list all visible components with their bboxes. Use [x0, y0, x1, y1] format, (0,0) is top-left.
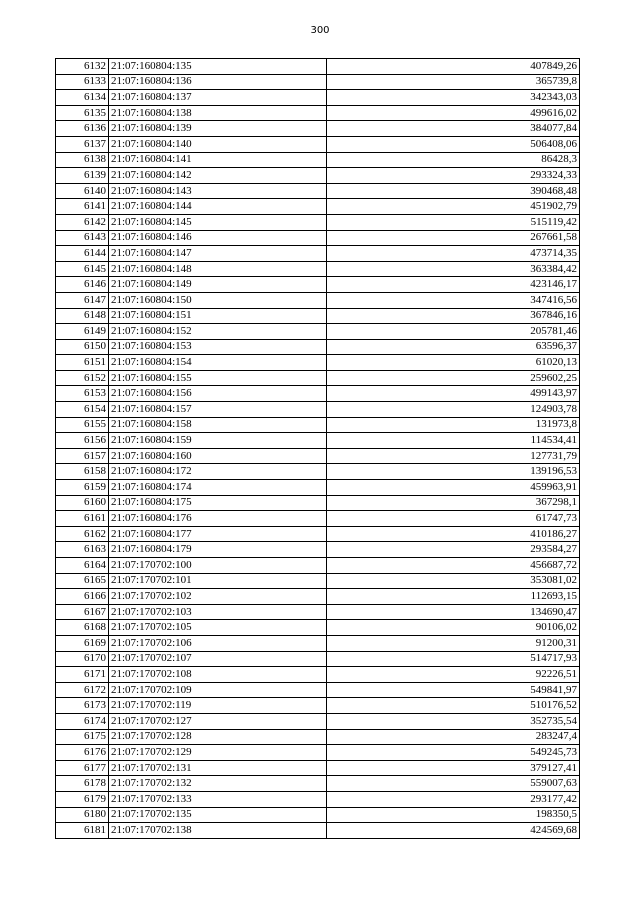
- row-number-cell: 6161: [56, 511, 109, 527]
- cadastral-value-cell: 451902,79: [327, 199, 580, 215]
- cadastral-number-cell: 21:07:170702:129: [109, 745, 327, 761]
- table-row: [56, 230, 580, 246]
- row-number-cell: 6135: [56, 105, 109, 121]
- cadastral-value-cell: 379127,41: [327, 760, 580, 776]
- table-row: [56, 105, 580, 121]
- cadastral-value-cell: 352735,54: [327, 713, 580, 729]
- row-number-cell: 6159: [56, 480, 109, 496]
- table-row: [56, 136, 580, 152]
- row-number-cell: 6132: [56, 59, 109, 75]
- cadastral-number-cell: 21:07:160804:148: [109, 261, 327, 277]
- table-row: [56, 152, 580, 168]
- table-row: [56, 745, 580, 761]
- table-row: [56, 495, 580, 511]
- table-row: [56, 682, 580, 698]
- row-number-cell: 6145: [56, 261, 109, 277]
- table-row: [56, 729, 580, 745]
- cadastral-number-cell: 21:07:170702:101: [109, 573, 327, 589]
- table-row: [56, 823, 580, 839]
- cadastral-number-cell: 21:07:160804:153: [109, 339, 327, 355]
- row-number-cell: 6150: [56, 339, 109, 355]
- cadastral-value-cell: 506408,06: [327, 136, 580, 152]
- cadastral-number-cell: 21:07:160804:138: [109, 105, 327, 121]
- row-number-cell: 6139: [56, 168, 109, 184]
- row-number-cell: 6147: [56, 292, 109, 308]
- cadastral-value-cell: 267661,58: [327, 230, 580, 246]
- cadastral-value-cell: 367846,16: [327, 308, 580, 324]
- row-number-cell: 6167: [56, 604, 109, 620]
- row-number-cell: 6151: [56, 355, 109, 371]
- cadastral-value-cell: 293177,42: [327, 791, 580, 807]
- table-row: [56, 292, 580, 308]
- table-row: [56, 214, 580, 230]
- row-number-cell: 6179: [56, 791, 109, 807]
- cadastral-value-cell: 473714,35: [327, 246, 580, 262]
- table-row: [56, 791, 580, 807]
- table-row: [56, 573, 580, 589]
- table-row: [56, 698, 580, 714]
- table-row: [56, 74, 580, 90]
- cadastral-number-cell: 21:07:160804:136: [109, 74, 327, 90]
- cadastral-value-cell: 424569,68: [327, 823, 580, 839]
- cadastral-value-cell: 363384,42: [327, 261, 580, 277]
- cadastral-number-cell: 21:07:160804:174: [109, 480, 327, 496]
- table-row: [56, 511, 580, 527]
- row-number-cell: 6172: [56, 682, 109, 698]
- table-row: [56, 651, 580, 667]
- row-number-cell: 6170: [56, 651, 109, 667]
- table-row: [56, 542, 580, 558]
- row-number-cell: 6175: [56, 729, 109, 745]
- row-number-cell: 6144: [56, 246, 109, 262]
- row-number-cell: 6141: [56, 199, 109, 215]
- cadastral-value-cell: 367298,1: [327, 495, 580, 511]
- table-row: [56, 59, 580, 75]
- cadastral-value-cell: 139196,53: [327, 464, 580, 480]
- table-row: [56, 386, 580, 402]
- table-row: [56, 183, 580, 199]
- table-row: [56, 558, 580, 574]
- cadastral-value-cell: 510176,52: [327, 698, 580, 714]
- row-number-cell: 6148: [56, 308, 109, 324]
- cadastral-number-cell: 21:07:160804:135: [109, 59, 327, 75]
- cadastral-number-cell: 21:07:160804:145: [109, 214, 327, 230]
- cadastral-value-cell: 205781,46: [327, 324, 580, 340]
- cadastral-value-table: [55, 58, 580, 839]
- cadastral-number-cell: 21:07:170702:108: [109, 667, 327, 683]
- row-number-cell: 6171: [56, 667, 109, 683]
- cadastral-number-cell: 21:07:160804:151: [109, 308, 327, 324]
- table-row: [56, 635, 580, 651]
- cadastral-number-cell: 21:07:160804:179: [109, 542, 327, 558]
- cadastral-number-cell: 21:07:160804:147: [109, 246, 327, 262]
- row-number-cell: 6133: [56, 74, 109, 90]
- cadastral-number-cell: 21:07:170702:106: [109, 635, 327, 651]
- row-number-cell: 6178: [56, 776, 109, 792]
- cadastral-value-cell: 61020,13: [327, 355, 580, 371]
- cadastral-number-cell: 21:07:170702:100: [109, 558, 327, 574]
- cadastral-value-cell: 90106,02: [327, 620, 580, 636]
- cadastral-number-cell: 21:07:170702:102: [109, 589, 327, 605]
- table-row: [56, 526, 580, 542]
- table-row: [56, 433, 580, 449]
- cadastral-number-cell: 21:07:160804:146: [109, 230, 327, 246]
- cadastral-value-cell: 293324,33: [327, 168, 580, 184]
- row-number-cell: 6134: [56, 90, 109, 106]
- cadastral-number-cell: 21:07:170702:109: [109, 682, 327, 698]
- cadastral-value-cell: 549245,73: [327, 745, 580, 761]
- table-row: [56, 464, 580, 480]
- cadastral-value-cell: 515119,42: [327, 214, 580, 230]
- cadastral-value-cell: 131973,8: [327, 417, 580, 433]
- cadastral-value-cell: 410186,27: [327, 526, 580, 542]
- cadastral-number-cell: 21:07:160804:155: [109, 370, 327, 386]
- cadastral-value-cell: 112693,15: [327, 589, 580, 605]
- cadastral-value-cell: 549841,97: [327, 682, 580, 698]
- table-row: [56, 121, 580, 137]
- cadastral-value-cell: 293584,27: [327, 542, 580, 558]
- cadastral-value-cell: 365739,8: [327, 74, 580, 90]
- table-row: [56, 324, 580, 340]
- cadastral-number-cell: 21:07:160804:141: [109, 152, 327, 168]
- table-row: [56, 448, 580, 464]
- cadastral-number-cell: 21:07:170702:131: [109, 760, 327, 776]
- table-row: [56, 277, 580, 293]
- cadastral-value-cell: 559007,63: [327, 776, 580, 792]
- cadastral-number-cell: 21:07:160804:154: [109, 355, 327, 371]
- cadastral-number-cell: 21:07:160804:177: [109, 526, 327, 542]
- row-number-cell: 6155: [56, 417, 109, 433]
- cadastral-value-cell: 407849,26: [327, 59, 580, 75]
- cadastral-value-cell: 384077,84: [327, 121, 580, 137]
- row-number-cell: 6157: [56, 448, 109, 464]
- row-number-cell: 6149: [56, 324, 109, 340]
- cadastral-number-cell: 21:07:160804:137: [109, 90, 327, 106]
- row-number-cell: 6168: [56, 620, 109, 636]
- row-number-cell: 6160: [56, 495, 109, 511]
- row-number-cell: 6162: [56, 526, 109, 542]
- cadastral-number-cell: 21:07:160804:176: [109, 511, 327, 527]
- cadastral-value-cell: 423146,17: [327, 277, 580, 293]
- cadastral-number-cell: 21:07:160804:159: [109, 433, 327, 449]
- table-row: [56, 589, 580, 605]
- row-number-cell: 6146: [56, 277, 109, 293]
- page-number: 300: [310, 25, 330, 36]
- cadastral-number-cell: 21:07:160804:142: [109, 168, 327, 184]
- table-row: [56, 370, 580, 386]
- row-number-cell: 6142: [56, 214, 109, 230]
- cadastral-number-cell: 21:07:160804:152: [109, 324, 327, 340]
- row-number-cell: 6173: [56, 698, 109, 714]
- cadastral-value-cell: 134690,47: [327, 604, 580, 620]
- cadastral-value-cell: 63596,37: [327, 339, 580, 355]
- cadastral-number-cell: 21:07:160804:157: [109, 402, 327, 418]
- cadastral-value-cell: 283247,4: [327, 729, 580, 745]
- table-row: [56, 480, 580, 496]
- cadastral-value-cell: 499616,02: [327, 105, 580, 121]
- table-row: [56, 339, 580, 355]
- cadastral-number-cell: 21:07:160804:160: [109, 448, 327, 464]
- cadastral-number-cell: 21:07:160804:158: [109, 417, 327, 433]
- cadastral-number-cell: 21:07:170702:103: [109, 604, 327, 620]
- row-number-cell: 6176: [56, 745, 109, 761]
- cadastral-number-cell: 21:07:160804:140: [109, 136, 327, 152]
- row-number-cell: 6165: [56, 573, 109, 589]
- row-number-cell: 6136: [56, 121, 109, 137]
- row-number-cell: 6177: [56, 760, 109, 776]
- cadastral-number-cell: 21:07:160804:139: [109, 121, 327, 137]
- row-number-cell: 6152: [56, 370, 109, 386]
- cadastral-value-cell: 124903,78: [327, 402, 580, 418]
- cadastral-value-cell: 91200,31: [327, 635, 580, 651]
- cadastral-number-cell: 21:07:170702:138: [109, 823, 327, 839]
- cadastral-value-cell: 86428,3: [327, 152, 580, 168]
- cadastral-number-cell: 21:07:170702:127: [109, 713, 327, 729]
- cadastral-number-cell: 21:07:170702:119: [109, 698, 327, 714]
- row-number-cell: 6169: [56, 635, 109, 651]
- cadastral-number-cell: 21:07:160804:175: [109, 495, 327, 511]
- table-row: [56, 713, 580, 729]
- cadastral-value-cell: 114534,41: [327, 433, 580, 449]
- cadastral-value-cell: 92226,51: [327, 667, 580, 683]
- cadastral-number-cell: 21:07:160804:143: [109, 183, 327, 199]
- table-row: [56, 308, 580, 324]
- cadastral-number-cell: 21:07:170702:135: [109, 807, 327, 823]
- row-number-cell: 6143: [56, 230, 109, 246]
- cadastral-number-cell: 21:07:170702:128: [109, 729, 327, 745]
- cadastral-value-cell: 198350,5: [327, 807, 580, 823]
- row-number-cell: 6180: [56, 807, 109, 823]
- cadastral-value-cell: 259602,25: [327, 370, 580, 386]
- table-row: [56, 667, 580, 683]
- row-number-cell: 6140: [56, 183, 109, 199]
- cadastral-number-cell: 21:07:160804:149: [109, 277, 327, 293]
- table-row: [56, 807, 580, 823]
- row-number-cell: 6154: [56, 402, 109, 418]
- cadastral-value-cell: 347416,56: [327, 292, 580, 308]
- row-number-cell: 6138: [56, 152, 109, 168]
- cadastral-value-cell: 342343,03: [327, 90, 580, 106]
- table-row: [56, 417, 580, 433]
- cadastral-value-cell: 499143,97: [327, 386, 580, 402]
- row-number-cell: 6158: [56, 464, 109, 480]
- cadastral-value-cell: 61747,73: [327, 511, 580, 527]
- row-number-cell: 6181: [56, 823, 109, 839]
- table-row: [56, 776, 580, 792]
- cadastral-value-cell: 353081,02: [327, 573, 580, 589]
- table-body: [56, 59, 580, 839]
- table-row: [56, 246, 580, 262]
- cadastral-value-cell: 390468,48: [327, 183, 580, 199]
- cadastral-number-cell: 21:07:160804:150: [109, 292, 327, 308]
- row-number-cell: 6163: [56, 542, 109, 558]
- table-row: [56, 604, 580, 620]
- cadastral-number-cell: 21:07:170702:133: [109, 791, 327, 807]
- table-row: [56, 90, 580, 106]
- cadastral-number-cell: 21:07:170702:132: [109, 776, 327, 792]
- cadastral-number-cell: 21:07:160804:172: [109, 464, 327, 480]
- cadastral-value-cell: 456687,72: [327, 558, 580, 574]
- cadastral-number-cell: 21:07:160804:144: [109, 199, 327, 215]
- table-row: [56, 168, 580, 184]
- cadastral-number-cell: 21:07:170702:107: [109, 651, 327, 667]
- row-number-cell: 6153: [56, 386, 109, 402]
- cadastral-number-cell: 21:07:170702:105: [109, 620, 327, 636]
- row-number-cell: 6174: [56, 713, 109, 729]
- cadastral-value-cell: 459963,91: [327, 480, 580, 496]
- table-row: [56, 402, 580, 418]
- row-number-cell: 6166: [56, 589, 109, 605]
- row-number-cell: 6164: [56, 558, 109, 574]
- table-row: [56, 355, 580, 371]
- table-row: [56, 199, 580, 215]
- row-number-cell: 6137: [56, 136, 109, 152]
- cadastral-value-cell: 127731,79: [327, 448, 580, 464]
- cadastral-number-cell: 21:07:160804:156: [109, 386, 327, 402]
- row-number-cell: 6156: [56, 433, 109, 449]
- table-row: [56, 620, 580, 636]
- table-row: [56, 261, 580, 277]
- table-row: [56, 760, 580, 776]
- cadastral-value-cell: 514717,93: [327, 651, 580, 667]
